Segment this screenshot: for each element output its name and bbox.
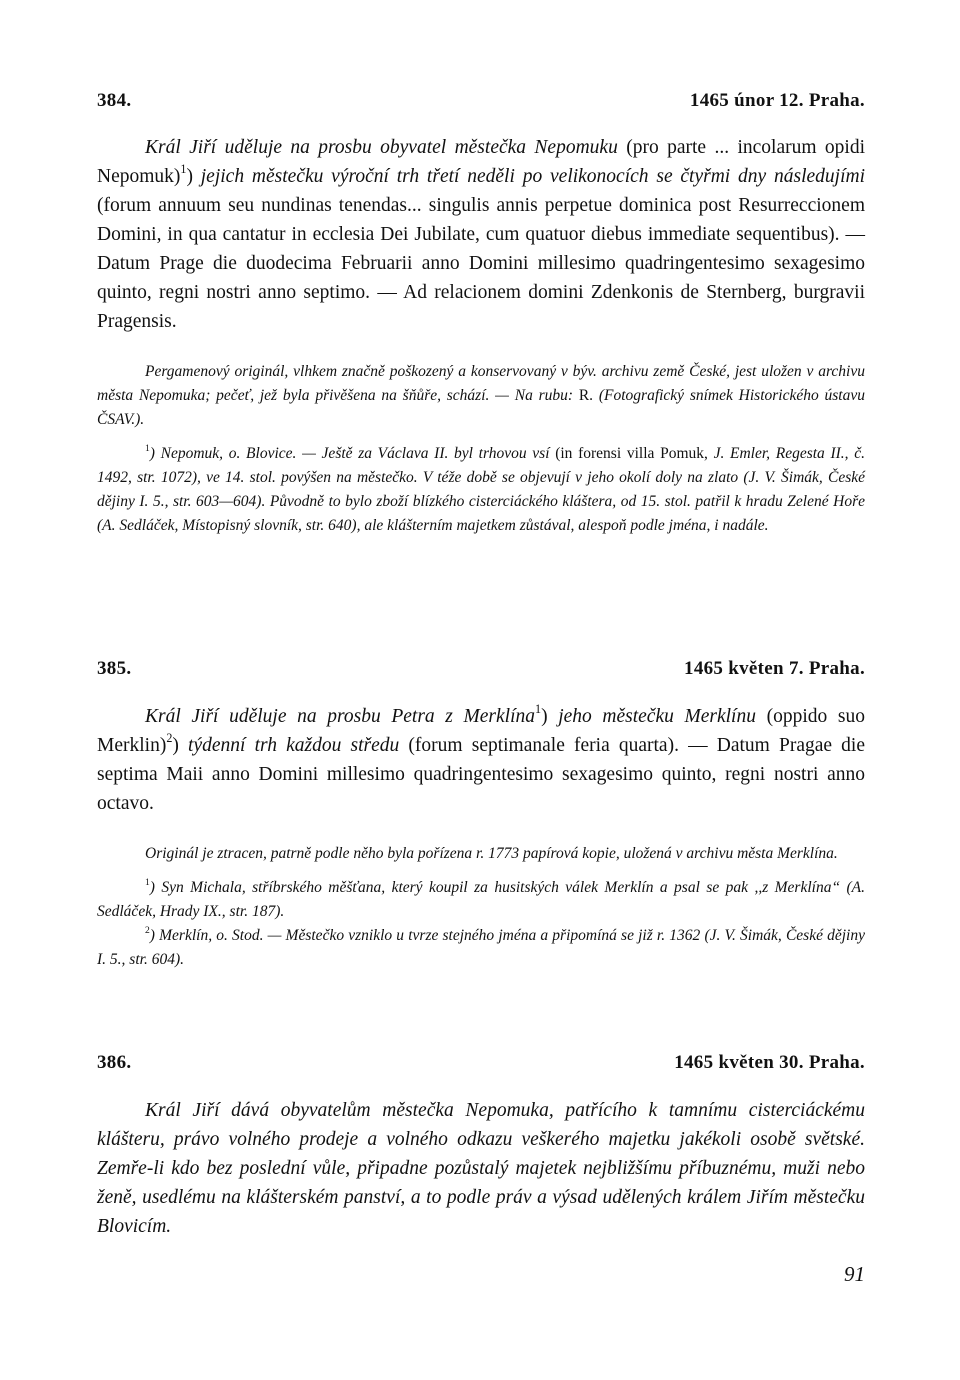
- footnote: $^1$) Nepomuk, o. Blovice. — Ještě za Václava II. byl trhovou vsí (in forensi villa Pomuk, J. Emler, Regesta II., č. 1492, str. 1072), ve 14. stol. povýšen na městečko. V téže době se objevují v jeho okolí doly na zlato (J. V. Šimák, České dějiny I. 5., str. 603—604). Původně to bylo zboží blízkého cisterciáckého kláštera, od 15. stol. patřil k hradu Zelené Hoře (A. Sedláček, Místopisný slovník, str. 640), ale klášterním majetkem zůstával, alespoň podle jména, i nadále.: [97, 442, 865, 534]
- entry-number: 385.: [97, 658, 132, 679]
- footnote-mark: 1: [535, 702, 542, 717]
- entry-number: 386.: [97, 1052, 132, 1073]
- footnote: $^2$) Merklín, o. Stod. — Městečko vzniklo u tvrze stejného jména a připomíná se již r. 1362 (J. V. Šimák, České dějiny I. 5., str. 604).: [97, 924, 865, 968]
- entry-header: [97, 658, 865, 680]
- entry-385: [97, 658, 865, 972]
- source-note: Originál je ztracen, patrně podle něho byla pořízena r. 1773 papírová kopie, uložená v archivu města Merklína.: [145, 845, 838, 862]
- entry-date-place: 1465 únor 12. Praha.: [689, 90, 865, 111]
- footnote-mark: 1: [145, 876, 150, 888]
- entry-text: Král Jiří dává obyvatelům městečka Nepomuka, patřícího k tamnímu cisterciáckému klášteru, právo volného prodeje a volného odkazu veškerého majetku jakékoli osobě světské. Zemře-li kdo bez poslední vůle, připadne pozůstalý majetek nejbližšímu příbuznému, muži nebo ženě, usedlému na klášterském panství, a to podle práv a výsad udělených králem Jiřím městečku Blovicím.: [97, 1100, 865, 1237]
- footnote-mark: 1: [145, 442, 150, 454]
- entry-number: 384.: [97, 90, 132, 111]
- footnote: $^1$) Syn Michala, stříbrského měšťana, který koupil za husitských válek Merklín a psal se pak ,,z Merklína“ (A. Sedláček, Hrady IX., str. 187).: [97, 876, 865, 920]
- entry-date-place: 1465 květen 7. Praha.: [684, 658, 865, 679]
- entry-386: [97, 1052, 865, 1241]
- entry-date-place: 1465 květen 30. Praha.: [674, 1052, 865, 1073]
- footnote-mark: 2: [145, 924, 150, 936]
- entry-384: [97, 90, 865, 538]
- footnote-mark: 1: [180, 162, 187, 177]
- entry-text: Král Jiří uděluje na prosbu Petra z Merklína$^1$) jeho městečku Merklínu (oppido suo Merklin)$^2$) týdenní trh každou středu (forum septimanale feria quarta). — Datum Pragae die septima Maii anno Domini millesimo quadringentesimo sexagesimo quinto, regni nostri anno octavo.: [97, 702, 866, 814]
- entry-header: [97, 1052, 865, 1074]
- footnote-mark: 2: [166, 731, 173, 746]
- entry-text: Král Jiří uděluje na prosbu obyvatel městečka Nepomuku (pro parte ... incolarum opidi Nepomuk)$^1$) jejich městečku výroční trh třetí neděli po velikonocích se čtyřmi dny následujími (forum annuum seu nundinas tenendas... singulis annis perpetue dominica post Resurreccionem Domini, in qua cantatur in ecclesia Dei Jubilate, cum quatuor diebus immediate sequentibus). — Datum Prage die duodecima Februarii anno Domini millesimo quadringentesimo sexagesimo quinto, regni nostri anno septimo. — Ad relacionem domini Zdenkonis de Sternberg, burgravii Pragensis.: [97, 137, 865, 332]
- entry-header: [97, 90, 865, 112]
- source-note: Pergamenový originál, vlhkem značně poškozený a konservovaný v býv. archivu země České, jest uložen v archivu města Nepomuka; pečeť, jež byla přivěšena na šňůře, schází. — Na rubu: R. (Fotografický snímek Historického ústavu ČSAV.).: [97, 363, 865, 428]
- page-number: 91: [844, 1262, 865, 1286]
